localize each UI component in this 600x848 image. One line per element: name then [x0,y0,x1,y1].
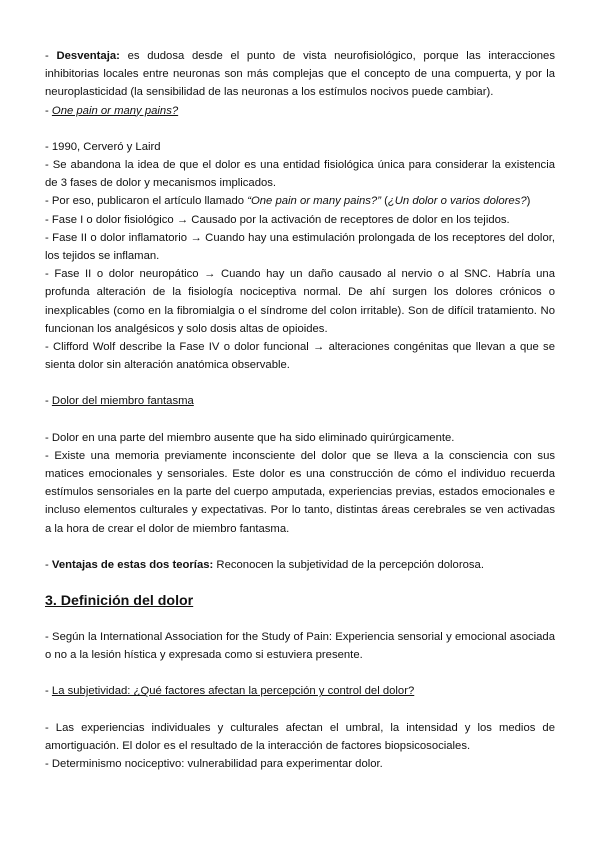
phase-1-paragraph: - Fase I o dolor fisiológico → Causado por la activación de receptores de dolor en los tejidos. [45,213,510,226]
pains-heading-text: One pain or many pains? [51,104,179,117]
experiences-paragraph: - Las experiencias individuales y culturales afectan el umbral, la intensidad y los medios de amortiguación. El dolor es el resultado de la interacción de factores biopsicosociales. [45,721,555,752]
ventajas-paragraph: - Ventajas de estas dos teorías: Reconocen la subjetividad de la percepción dolorosa. [45,558,484,571]
authors-line: - 1990, Cerveró y Laird [45,140,161,153]
subjectivity-heading-text: La subjetividad: ¿Qué factores afectan la percepción y control del dolor? [51,685,415,698]
ventajas-text: Reconocen la subjetividad de la percepción dolorosa. [213,558,484,571]
desventaja-text: es dudosa desde el punto de vista neurofisiológico, porque las interacciones inhibitorias locales entre neuronas son más complejas que el concepto de una compuerta, y por la neuroplasticidad (la sensibilidad de las neuronas a los estímulos nocivos puede cambiar). [45,50,555,99]
article-translation: ¿Un dolor o varios dolores? [387,195,527,208]
article-mid: ( [380,195,388,208]
article-paragraph [45,192,555,210]
desventaja-paragraph: - Desventaja: es dudosa desde el punto de vista neurofisiológico, porque las interacciones inhibitorias locales entre neuronas son más complejas que el concepto de una compuerta, y por la neuroplasticidad (la sensibilidad de las neuronas a los estímulos nocivos puede cambiar). [45,50,555,99]
phantom-memory-paragraph: - Existe una memoria previamente inconsciente del dolor que se lleva a la consciencia con sus matices emocionales y sensoriales. Este dolor es una construcción de cómo el individuo recuerda estímulos sensoriales en la parte del cuerpo amputada, experiencias previas, estados emocionales e incluso elementos culturales y expectativas. Por lo tanto, distintas áreas cerebrales se ven activadas a la hora de crear el dolor de miembro fantasma. [45,449,555,535]
pains-heading: - One pain or many pains? [45,104,179,117]
phases-intro-paragraph: - Se abandona la idea de que el dolor es una entidad fisiológica única para considerar la existencia de 3 fases de dolor y mecanismos implicados. [45,159,555,190]
article-post: ) [526,195,531,208]
desventaja-label: Desventaja: [56,50,120,62]
phase-4-paragraph: - Clifford Wolf describe la Fase IV o dolor funcional → alteraciones congénitas que llevan a que se sienta dolor sin alteración anatómica observable. [45,341,555,372]
phase-neuropathic-paragraph: - Fase II o dolor neuropático → Cuando hay un daño causado al nervio o al SNC. Habría una profunda alteración de la fisiología nociceptiva normal. De ahí surgen los dolores crónicos o inexplicables (como en la fibromialgia o el síndrome del colon irritable). Son de difícil tratamiento. No funcionan los analgésicos y solo dosis altas de opioides. [45,268,555,335]
determinism-paragraph: - Determinismo nociceptivo: vulnerabilidad para experimentar dolor. [45,758,383,771]
iasp-paragraph: - Según la International Association for the Study of Pain: Experiencia sensorial y emocional asociada o no a la lesión hística y expresada como si estuviera presente. [45,631,555,662]
article-title: “One pain or many pains?” [247,195,381,208]
article-pre: - Por eso, publicaron el artículo llamado [45,195,248,208]
phantom-definition-paragraph: - Dolor en una parte del miembro ausente que ha sido eliminado quirúrgicamente. [45,431,455,444]
subjectivity-heading: - La subjetividad: ¿Qué factores afectan la percepción y control del dolor? [45,685,415,698]
section-title: 3. Definición del dolor [45,593,194,610]
ventajas-label: Ventajas de estas dos teorías: [51,558,214,571]
phantom-heading-text: Dolor del miembro fantasma [51,395,194,408]
phantom-heading: - Dolor del miembro fantasma [45,395,194,408]
phase-2-inflammatory-paragraph: - Fase II o dolor inflamatorio → Cuando hay una estimulación prolongada de los receptores del dolor, los tejidos se inflaman. [45,231,555,263]
